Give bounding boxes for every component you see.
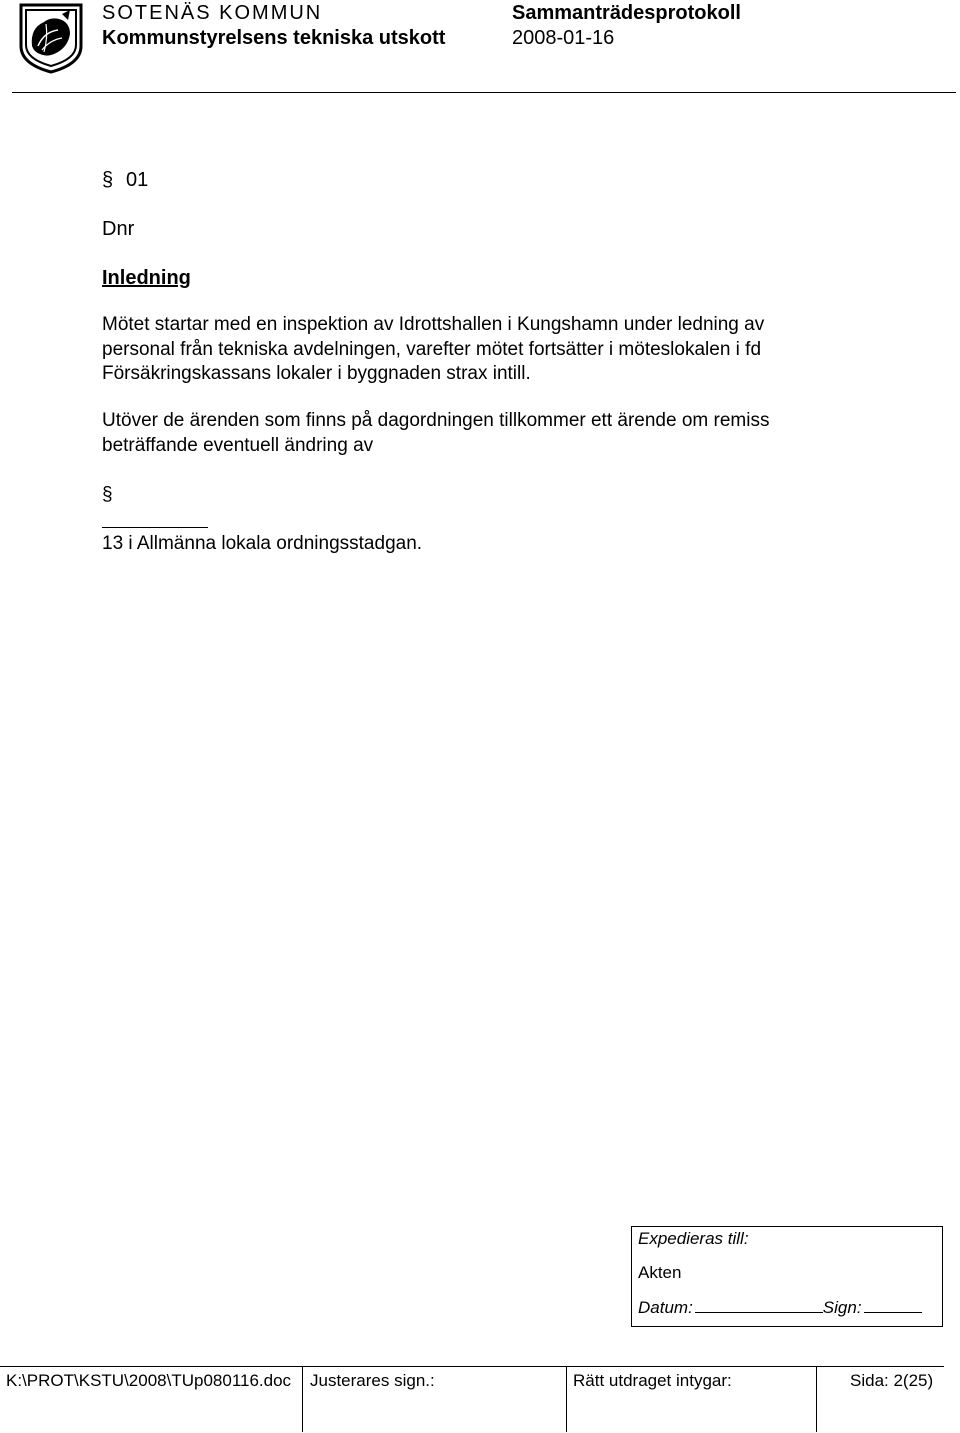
dispatch-box: [631, 1226, 943, 1327]
municipality-crest-logo: [18, 2, 84, 74]
dispatch-recipient: Akten: [638, 1263, 682, 1282]
paragraph-text: beträffande eventuell ändring av: [102, 434, 374, 456]
date-label: Datum:: [638, 1298, 693, 1317]
body-paragraph-2: [102, 409, 902, 556]
dispatch-label: Expedieras till:: [638, 1229, 749, 1248]
footer-divider: [0, 1366, 944, 1367]
paragraph-line: Försäkringskassans lokaler i byggnaden strax intill.: [102, 363, 531, 384]
dnr-label: Dnr: [102, 218, 135, 240]
section-number: [102, 168, 148, 192]
footer-file-path: K:\PROT\KSTU\2008\TUp080116.doc: [6, 1371, 292, 1390]
header-divider: [12, 92, 956, 93]
date-sign-line: [638, 1298, 922, 1318]
footer-page-number: Sida: 2(25): [850, 1371, 934, 1390]
footer-column-divider: [816, 1366, 817, 1432]
paragraph-line: Utöver de ärenden som finns på dagordningen tillkommer ett ärende om remiss: [102, 410, 770, 431]
meeting-date: 2008-01-16: [512, 27, 615, 49]
paragraph-line: personal från tekniska avdelningen, varefter mötet fortsätter i möteslokalen i fd: [102, 338, 762, 360]
body-paragraph-1: [102, 313, 892, 387]
section-symbol: §: [102, 169, 114, 191]
section-symbol: §: [102, 483, 113, 505]
footer-certified-by: Rätt utdraget intygar:: [573, 1371, 732, 1390]
section-heading: Inledning: [102, 267, 191, 289]
footer-column-divider: [302, 1366, 303, 1432]
section-number-value: 01: [126, 169, 149, 191]
sign-label: Sign:: [822, 1298, 862, 1317]
paragraph-text: 13 i Allmänna lokala ordningsstadgan.: [102, 532, 423, 554]
document-type: Sammanträdesprotokoll: [512, 2, 741, 24]
organization-name: SOTENÄS KOMMUN: [102, 2, 323, 24]
date-blank: [695, 1312, 823, 1313]
sign-blank: [864, 1312, 922, 1313]
department-name: Kommunstyrelsens tekniska utskott: [102, 27, 446, 49]
paragraph-line: Mötet startar med en inspektion av Idrottshallen i Kungshamn under ledning av: [102, 314, 765, 335]
paragraph-line: [102, 434, 902, 557]
footer-adjuster-sign: Justerares sign.:: [310, 1371, 435, 1390]
footer-column-divider: [566, 1366, 567, 1432]
end-of-section-rule: [102, 527, 208, 528]
